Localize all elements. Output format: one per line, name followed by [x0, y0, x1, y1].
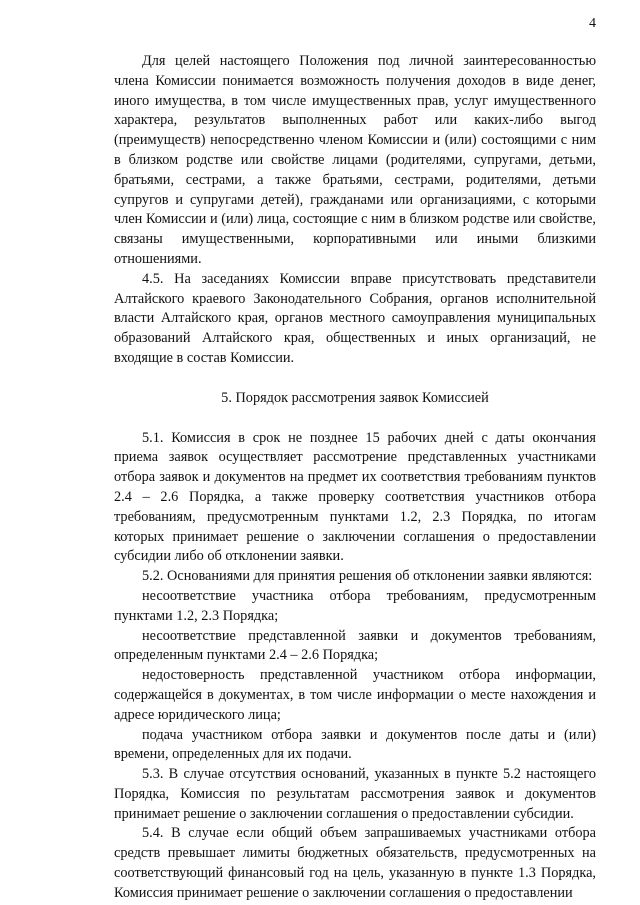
- paragraph-4-5: 4.5. На заседаниях Комиссии вправе присутствовать представители Алтайского краевого Законодательного Собрания, органов исполнительной власти Алтайского края, органов местного самоуправления муниципальных образований Алтайского края, общественных и иных организаций, не входящие в состав Комиссии.: [114, 270, 596, 366]
- document-body: [114, 52, 596, 904]
- paragraph-5-4: 5.4. В случае если общий объем запрашиваемых участниками отбора средств превышает лимиты бюджетных обязательств, предусмотренных на соответствующий финансовый год на цель, указанную в пункте 1.3 Порядка, Комиссия принимает решение о заключении соглашения о предоставлении: [114, 825, 596, 901]
- list-item-unreliable-info: недостоверность представленной участником отбора информации, содержащейся в документах, в том числе информации о месте нахождения и адресе юридического лица;: [114, 667, 596, 723]
- paragraph-5-3: 5.3. В случае отсутствия оснований, указанных в пункте 5.2 настоящего Порядка, Комиссия по результатам рассмотрения заявок и документов принимает решение о заключении соглашения о предоставлении субсидии.: [114, 766, 596, 822]
- list-item-late-submission: подача участником отбора заявки и документов после даты и (или) времени, определенных для их подачи.: [114, 726, 596, 763]
- section-heading: 5. Порядок рассмотрения заявок Комиссией: [221, 389, 489, 406]
- list-item-participant-mismatch: несоответствие участника отбора требованиям, предусмотренным пунктами 1.2, 2.3 Порядка;: [114, 587, 596, 624]
- spacer: [114, 369, 596, 389]
- paragraph-5-1: 5.1. Комиссия в срок не позднее 15 рабочих дней с даты окончания приема заявок осуществляет рассмотрение представленных участниками отбора заявок и документов на предмет их соответствия требованиям пунктов 2.4 – 2.6 Порядка, а также проверку соответствия участников отбора требованиям, предусмотренным пунктами 1.2, 2.3 Порядка, по итогам которых принимает решение о заключении соглашения о предоставлении субсидии либо об отклонении заявки.: [114, 429, 596, 565]
- spacer: [114, 409, 596, 429]
- list-item-documents-mismatch: несоответствие представленной заявки и документов требованиям, определенным пунктами 2.4 – 2.6 Порядка;: [114, 627, 596, 664]
- page-number: 4: [589, 16, 596, 31]
- paragraph-personal-interest: Для целей настоящего Положения под личной заинтересованностью члена Комиссии понимается возможность получения доходов в виде денег, иного имущества, в том числе имущественных прав, услуг имущественного характера, результатов выполненных работ или каких-либо выгод (преимуществ) непосредственно членом Комиссии и (или) состоящими с ним в близком родстве или свойстве лицами (родителями, супругами, детьми, братьями, сестрами, а также братьями, сестрами, родителями, детьми супругов и супругами детей), гражданами или организациями, с которыми член Комиссии и (или) лица, состоящие с ним в близком родстве или свойстве, связаны имущественными, корпоративными или иными близкими отношениями.: [114, 53, 596, 267]
- paragraph-5-2: 5.2. Основаниями для принятия решения об отклонении заявки являются:: [142, 568, 593, 585]
